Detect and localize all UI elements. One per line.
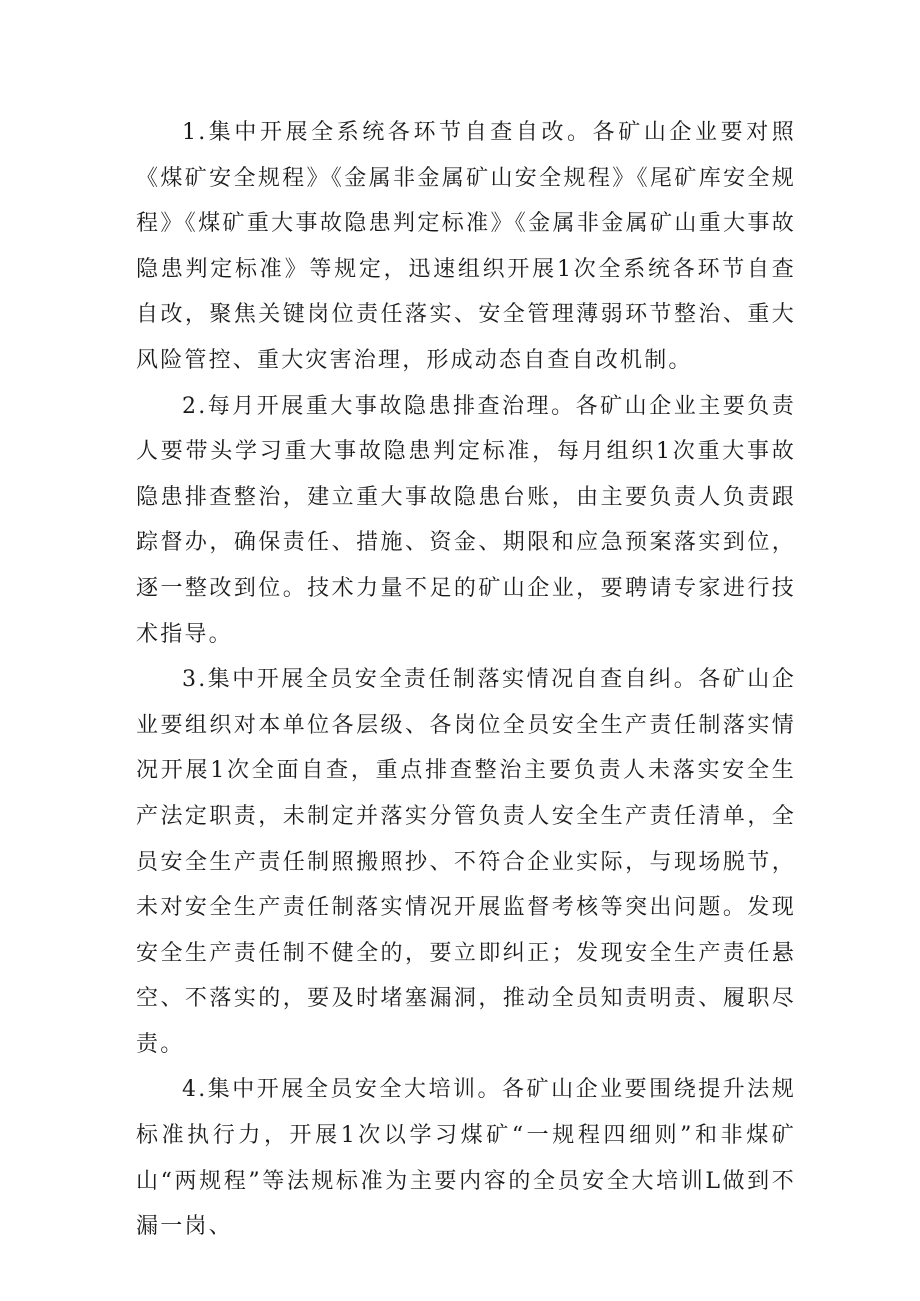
paragraph-4: 4.集中开展全员安全大培训。各矿山企业要围绕提升法规标准执行力，开展1次以学习煤矿“一规程四细则”和非煤矿山“两规程”等法规标准为主要内容的全员安全大培训L做到不漏一岗、 [136, 1077, 796, 1240]
paragraph-1: 1.集中开展全系统各环节自查自改。各矿山企业要对照《煤矿安全规程》《金属非金属矿山安全规程》《尾矿库安全规程》《煤矿重大事故隐患判定标准》《金属非金属矿山重大事故隐患判定标准》等规定，迅速组织开展1次全系统各环节自查自改，聚焦关键岗位责任落实、安全管理薄弱环节整治、重大风险管控、重大灾害治理，形成动态自查自改机制。 [136, 120, 796, 373]
paragraph-2: 2.每月开展重大事故隐患排查治理。各矿山企业主要负责人要带头学习重大事故隐患判定标准，每月组织1次重大事故隐患排查整治，建立重大事故隐患台账，由主要负责人负责跟踪督办，确保责任、措施、资金、期限和应急预案落实到位，逐一整改到位。技术力量不足的矿山企业，要聘请专家进行技术指导。 [136, 393, 796, 647]
document-body [136, 110, 796, 1250]
paragraph-3: 3.集中开展全员安全责任制落实情况自查自纠。各矿山企业要组织对本单位各层级、各岗位全员安全生产责任制落实情况开展1次全面自查，重点排查整治主要负责人未落实安全生产法定职责，未制定并落实分管负责人安全生产责任清单，全员安全生产责任制照搬照抄、不符合企业实际，与现场脱节，未对安全生产责任制落实情况开展监督考核等突出问题。发现安全生产责任制不健全的，要立即纠正；发现安全生产责任悬空、不落实的，要及时堵塞漏洞，推动全员知责明责、履职尽责。 [136, 667, 796, 1057]
